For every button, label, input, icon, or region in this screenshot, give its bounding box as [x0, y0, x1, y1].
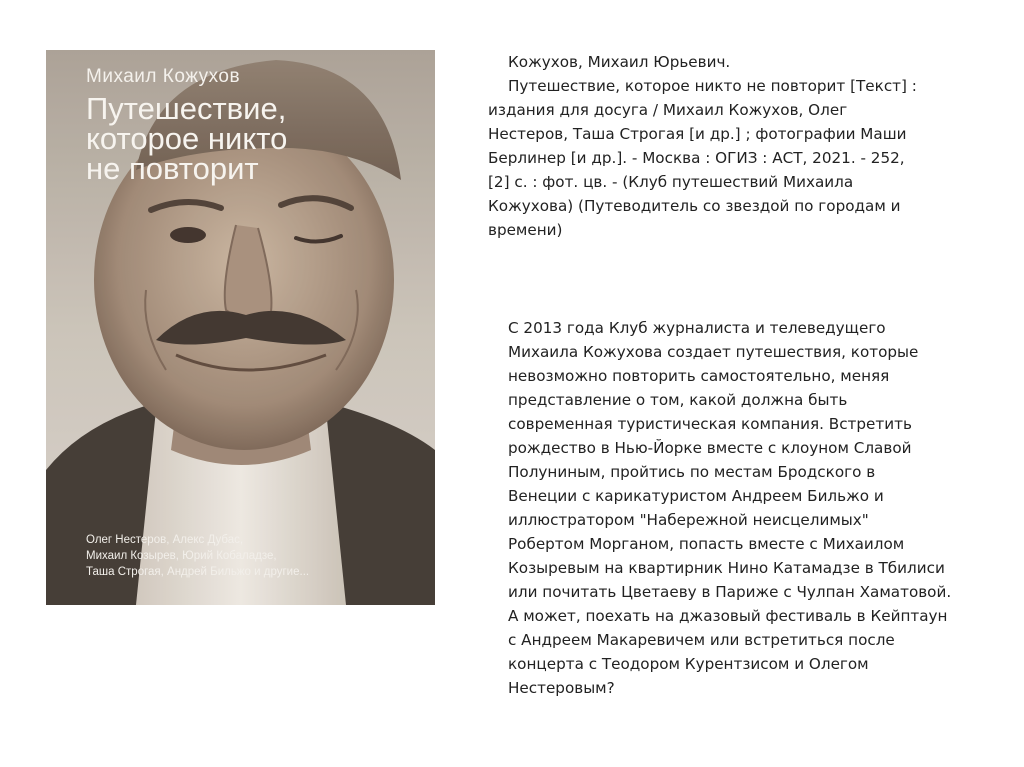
cover-title-line: не повторит	[86, 151, 259, 186]
annotation-line: концерта с Теодором Курентзисом и Олегом	[508, 655, 869, 673]
cover-title	[86, 91, 386, 186]
annotation-line: или почитать Цветаеву в Париже с Чулпан Хаматовой.	[508, 583, 952, 601]
annotation-line: Полуниным, пройтись по местам Бродского в	[508, 463, 876, 481]
citation-line: времени)	[488, 221, 563, 239]
annotation-line: А может, поехать на джазовый фестиваль в Кейптаун	[508, 607, 948, 625]
annotation-line: с Андреем Макаревичем или встретиться после	[508, 631, 895, 649]
cover-contributors	[86, 532, 416, 580]
annotation-line: представление о том, какой должна быть	[508, 391, 848, 409]
citation-line: Берлинер [и др.]. - Москва : ОГИЗ : АСТ, 2021. - 252,	[488, 149, 905, 167]
annotation-line: Робертом Морганом, попасть вместе с Михаилом	[508, 535, 905, 553]
book-annotation	[508, 316, 978, 700]
cover-contributors-line: Михаил Козырев, Юрий Кобаладзе,	[86, 550, 277, 562]
bibliographic-citation	[488, 50, 940, 242]
annotation-line: невозможно повторить самостоятельно, меняя	[508, 367, 890, 385]
citation-line: Кожухов, Михаил Юрьевич.	[508, 53, 731, 71]
cover-title-line: Путешествие,	[86, 91, 287, 126]
annotation-line: иллюстратором "Набережной неисцелимых"	[508, 511, 869, 529]
annotation-line: Михаила Кожухова создает путешествия, которые	[508, 343, 919, 361]
cover-contributors-line: Олег Нестеров, Алекс Дубас,	[86, 534, 244, 546]
book-cover	[46, 50, 435, 605]
citation-line: Кожухова) (Путеводитель со звездой по городам и	[488, 197, 901, 215]
cover-author-name: Михаил Кожухов	[86, 66, 241, 87]
citation-line: издания для досуга / Михаил Кожухов, Олег	[488, 101, 848, 119]
annotation-line: рождество в Нью-Йорке вместе с клоуном Славой	[508, 439, 912, 457]
citation-line: [2] с. : фот. цв. - (Клуб путешествий Михаила	[488, 173, 854, 191]
annotation-line: С 2013 года Клуб журналиста и телеведущего	[508, 319, 886, 337]
cover-contributors-line: Таша Строгая, Андрей Бильжо и другие...	[86, 566, 310, 578]
annotation-line: Козыревым на квартирник Нино Катамадзе в Тбилиси	[508, 559, 945, 577]
cover-title-line: которое никто	[86, 121, 288, 156]
citation-line: Путешествие, которое никто не повторит [Текст] :	[508, 77, 917, 95]
annotation-line: Нестеровым?	[508, 679, 615, 697]
annotation-line: современная туристическая компания. Встретить	[508, 415, 912, 433]
annotation-line: Венеции с карикатуристом Андреем Бильжо и	[508, 487, 884, 505]
citation-line: Нестеров, Таша Строгая [и др.] ; фотографии Маши	[488, 125, 907, 143]
